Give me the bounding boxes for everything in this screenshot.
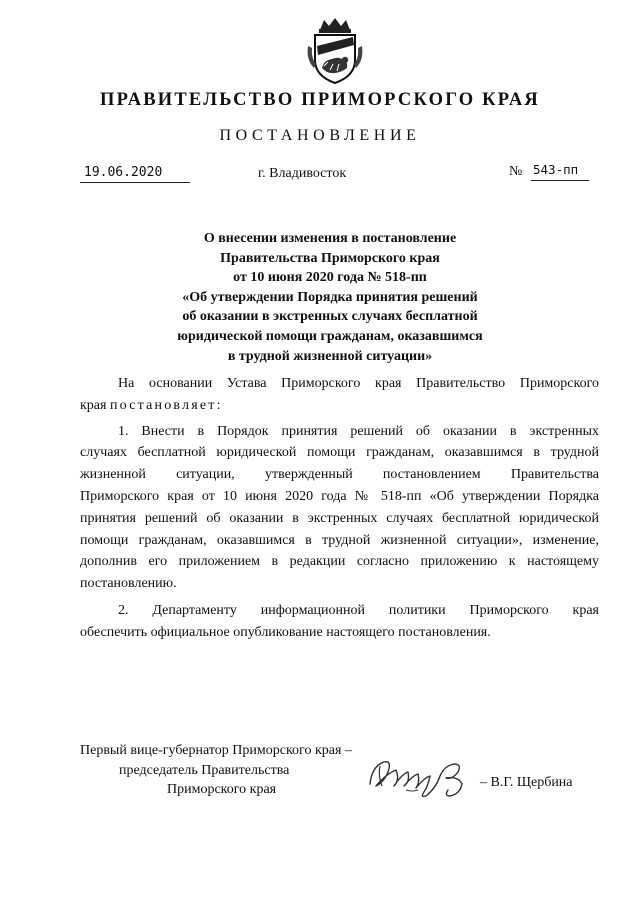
signer-name: – В.Г. Щербина	[480, 775, 573, 790]
item1-line: 1. Внести в Порядок принятия решений об оказании в экстренных	[118, 423, 599, 439]
document-type: ПОСТАНОВЛЕНИЕ	[219, 127, 421, 144]
item2-line: 2. Департаменту информационной политики Приморского края	[118, 602, 599, 618]
document-body	[80, 373, 599, 644]
document-date: 19.06.2020	[84, 165, 163, 180]
subject-line: от 10 июня 2020 года № 518-пп	[233, 270, 427, 286]
preamble-line: На основании Устава Приморского края Правительство Приморского	[118, 376, 599, 391]
subject-line: «Об утверждении Порядка принятия решений	[182, 289, 478, 305]
item1-line: принятия решений об оказании в экстренных случаях бесплатной юридической	[80, 510, 599, 526]
subject-line: об оказании в экстренных случаях бесплатной	[182, 309, 478, 325]
preamble-text: края	[80, 397, 110, 413]
document-number: 543-пп	[533, 162, 579, 177]
number-field	[531, 162, 589, 181]
signer-position: Первый вице-губернатор Приморского края –	[80, 743, 352, 758]
item1-line: помощи гражданам, оказавшимся в трудной жизненной ситуации», изменение,	[80, 532, 599, 548]
handwritten-signature-icon	[366, 752, 496, 802]
subject-line: в трудной жизненной ситуации»	[227, 348, 433, 364]
item1-line: постановлению.	[80, 576, 177, 592]
preamble-line	[80, 395, 599, 417]
number-sign: №	[509, 164, 523, 179]
item1-line: Приморского края от 10 июня 2020 года № 518-пп «Об утверждении Порядка	[80, 488, 599, 504]
item1-line: дополнив его приложением в редакции согласно приложению к настоящему	[80, 554, 599, 570]
item1-line: случаях бесплатной юридической помощи гражданам, оказавшимся в трудной	[80, 445, 599, 461]
item2-line: обеспечить официальное опубликование настоящего постановления.	[80, 624, 491, 640]
signer-position: Приморского края	[167, 782, 277, 797]
resolution-keyword: постановляет:	[109, 397, 223, 413]
signature-block	[80, 741, 352, 800]
signer-position: председатель Правительства	[119, 762, 290, 778]
document-subject	[140, 229, 520, 366]
government-name: ПРАВИТЕЛЬСТВО ПРИМОРСКОГО КРАЯ	[99, 90, 540, 110]
coat-of-arms-icon	[302, 16, 368, 86]
date-field	[80, 165, 190, 183]
subject-line: О внесении изменения в постановление	[203, 231, 457, 246]
subject-line: Правительства Приморского края	[220, 250, 440, 266]
item1-line: жизненной ситуации, утвержденный постановлением Правительства	[80, 467, 599, 483]
city: г. Владивосток	[258, 166, 347, 181]
subject-line: юридической помощи гражданам, оказавшимся	[177, 328, 483, 344]
